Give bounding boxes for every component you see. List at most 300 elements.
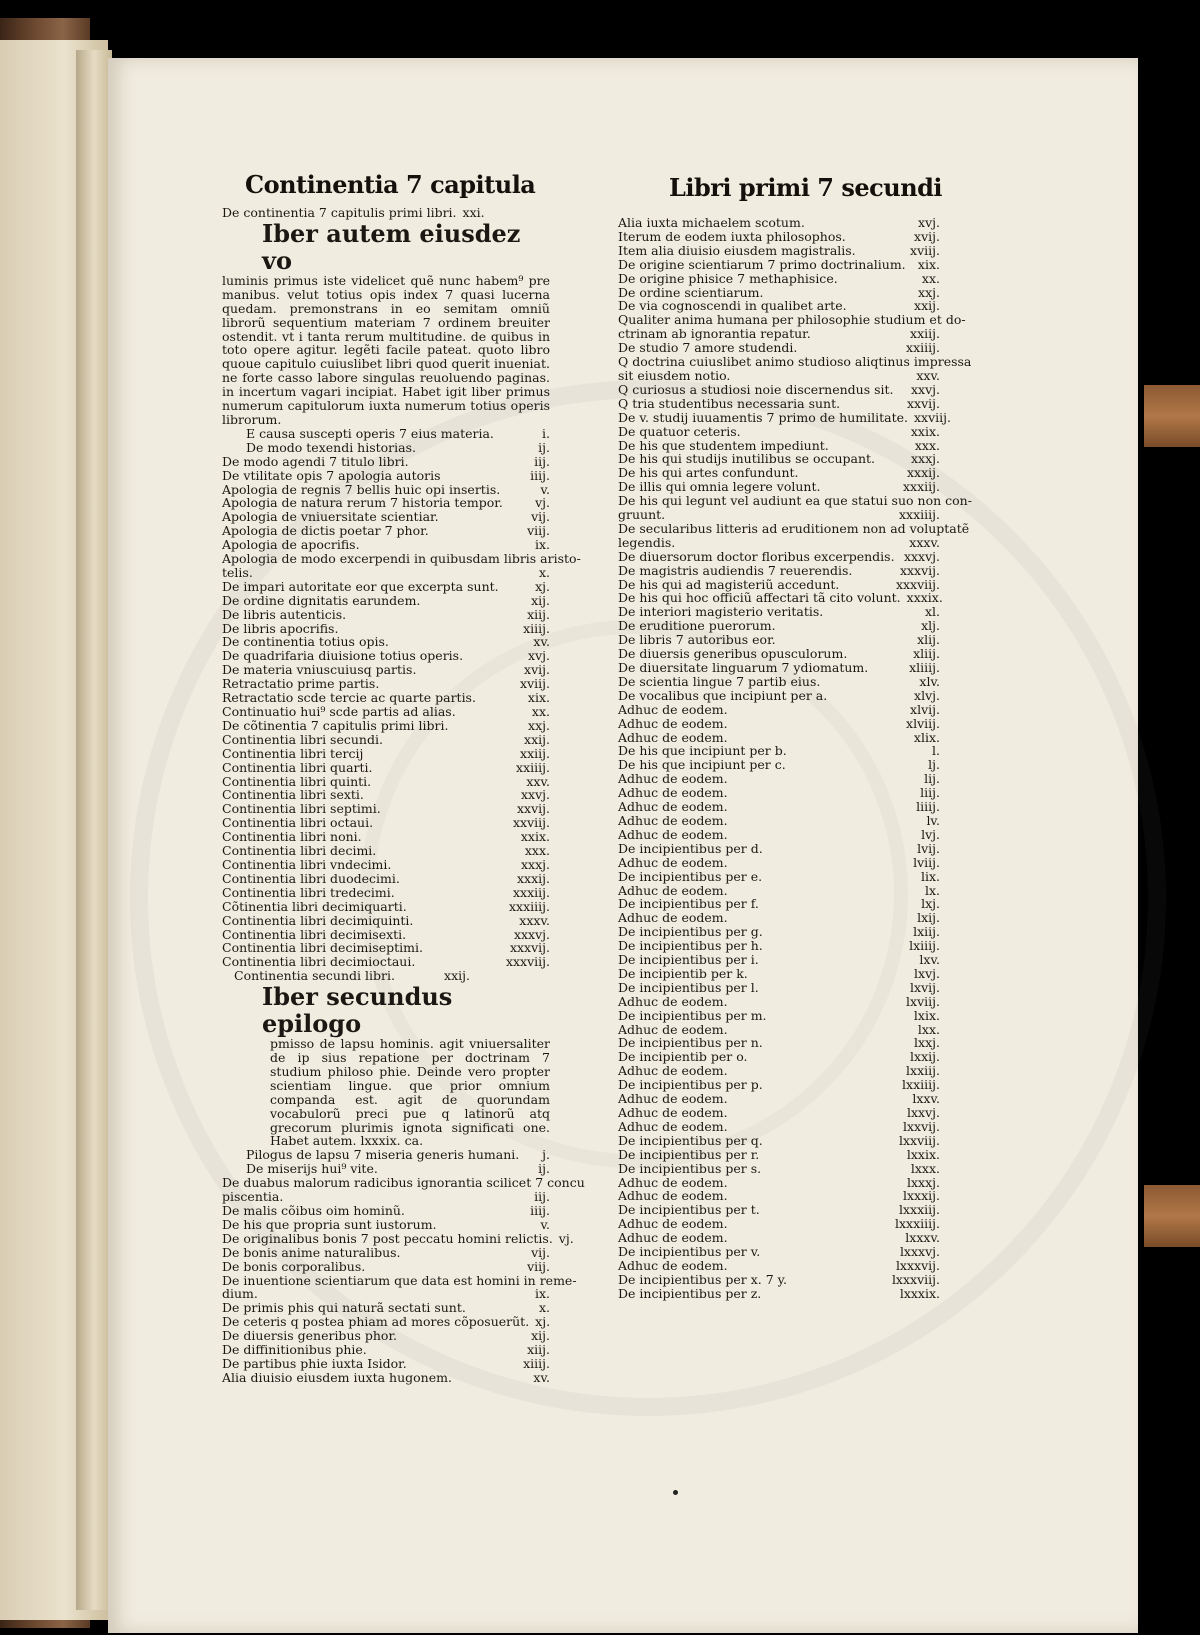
toc-entry-number: lxxxj. [907,1174,940,1190]
toc-entry [222,802,550,816]
toc-entry [618,258,940,272]
toc-entry-title: De modo texendi historias. [246,439,416,455]
toc-entry-title: Item alia diuisio eiusdem magistralis. [618,242,856,258]
toc-entry-title: piscentia. [222,1189,284,1205]
toc-entry-number: iiij. [530,1203,550,1218]
toc-entry [618,1189,940,1203]
toc-entry-title: Apologia de dictis poetar 7 phor. [222,523,429,539]
toc-entry-title: Continentia libri sexti. [222,787,364,803]
toc-entry-number: xxix. [910,423,940,439]
toc-entry-number: lxj. [921,896,940,912]
toc-entry [618,1120,940,1134]
toc-entry-number: xxj. [918,284,940,300]
toc-entry-number: xl. [924,604,940,620]
toc-entry [222,1329,550,1343]
toc-entry [222,788,550,802]
toc-entry [222,1190,550,1204]
toc-entry-number: xiiij. [523,1355,550,1371]
toc-entry-number: vij. [531,509,550,525]
toc-entry-title: Continentia libri decimioctaui. [222,954,416,970]
toc-entry [618,675,940,689]
toc-entry-number: vij. [531,1244,550,1260]
toc-entry-title: De his que propria sunt iustorum. [222,1216,437,1232]
toc-entry-title: Continentia libri decimiquinti. [222,912,414,928]
toc-entry-title: Cõtinentia libri decimiquarti. [222,898,407,914]
toc-entry-title: sit eiusdem notio. [618,367,731,383]
toc-entry-number: xiij. [527,606,550,622]
toc-entry-title: Alia iuxta michaelem scotum. [618,215,805,230]
liber-secundus-heading: Iber secundus epilogo [262,982,453,1039]
toc-entry-number: xlvij. [910,701,940,717]
toc-entry-title: De origine scientiarum 7 primo doctrinalium. [618,256,906,272]
toc-entry-title: De bonis corporalibus. [222,1258,366,1274]
toc-entry-number: lxxxij. [903,1188,940,1204]
toc-entry-title: Adhuc de eodem. [618,812,728,828]
toc-entry [222,441,550,455]
toc-entry-title: De incipientibus per v. [618,1244,761,1260]
toc-entry-title: Continentia libri decimi. [222,843,377,859]
toc-entry-title: Apologia de apocrifis. [222,537,360,553]
toc-entry-number: lx. [924,882,940,898]
toc-entry [222,691,550,705]
toc-entry-number: xxvij. [516,801,550,817]
toc-entry-number: xxvij. [906,395,940,411]
toc-entry [618,884,940,898]
toc-entry-title: De his qui legunt vel audiunt ea que statui suo non con- [618,493,972,509]
page-gutter [76,50,112,1610]
toc-entry-number: xlj. [921,618,940,634]
toc-entry-title: De ceteris q postea phiam ad mores cõposuerũt. [222,1314,530,1330]
toc-entry-title: De incipientib per k. [618,965,748,981]
toc-entry [222,510,550,524]
toc-entry-title: Adhuc de eodem. [618,1257,728,1273]
toc-entry-title: De incipientibus per s. [618,1160,762,1176]
toc-entry-title: De quatuor ceteris. [618,423,741,439]
toc-entry [222,1287,550,1301]
left-column [222,205,585,1385]
toc-entry-number: xiij. [527,1342,550,1358]
liber-secundus-chapters-cont [618,215,972,1301]
toc-entry-title: De incipientibus per h. [618,938,763,954]
toc-entry-number: lv. [926,812,940,828]
toc-entry-title: De partibus phie iuxta Isidor. [222,1355,407,1371]
toc-entry-number: xxiiij. [516,759,550,775]
toc-entry-title: De incipientibus per r. [618,1146,760,1162]
toc-entry-number: xxij. [524,731,550,747]
toc-entry [618,981,940,995]
toc-entry [618,409,951,425]
toc-entry [222,1175,585,1191]
toc-entry-number: xxx. [524,843,550,859]
toc-entry [618,354,972,370]
toc-entry-title: Continentia libri secundi. [222,731,383,747]
toc-entry-number: xxxv. [519,912,550,928]
toc-entry-title: De origine phisice 7 methaphisice. [618,270,838,286]
toc-entry-title: De vocalibus que incipiunt per a. [618,687,828,703]
toc-entry [222,580,550,594]
toc-entry-number: xxxviij. [505,954,550,970]
toc-entry-title: telis. [222,564,253,580]
toc-entry [618,800,940,814]
toc-entry-title: Adhuc de eodem. [618,1063,728,1079]
toc-entry [222,483,550,497]
toc-entry-title: De bonis anime naturalibus. [222,1244,401,1260]
toc-entry-number: lxxxv. [905,1230,940,1246]
toc-entry [618,744,940,758]
toc-entry-number: xxvj. [520,787,550,803]
toc-entry [618,564,940,578]
toc-entry-title: De modo agendi 7 titulo libri. [222,453,409,469]
toc-entry-number: lvj. [921,826,940,842]
toc-entry-title: De incipientibus per d. [618,840,763,856]
toc-entry-title: De studio 7 amore studendi. [618,340,798,356]
toc-entry [618,312,966,328]
toc-entry-title: De incipientibus per i. [618,952,759,968]
toc-entry-title: Adhuc de eodem. [618,785,728,801]
toc-entry-number: lj. [928,757,940,773]
toc-entry [618,828,940,842]
toc-entry-title: Adhuc de eodem. [618,1118,728,1134]
toc-entry-number: vj. [535,495,550,511]
toc-entry-number: lij. [924,771,940,787]
toc-entry [618,1245,940,1259]
toc-entry [618,578,940,592]
toc-entry [618,897,940,911]
toc-entry-title: De diuersorum doctor floribus excerpendis. [618,548,895,564]
toc-entry-title: De diuersis generibus phor. [222,1328,398,1344]
toc-entry-number: xxxvj. [513,926,550,942]
toc-entry-number: xxv. [526,773,550,789]
toc-entry-number: lxxix. [906,1146,940,1162]
toc-entry-title: De incipientibus per q. [618,1132,763,1148]
toc-entry-title: De interiori magisterio veritatis. [618,604,824,620]
toc-entry-title: Adhuc de eodem. [618,910,728,926]
toc-entry-number: xxxj. [521,856,550,872]
toc-entry-title: De incipientibus per z. [618,1285,762,1301]
toc-entry [618,717,940,731]
toc-entry-number: vj. [558,1230,574,1246]
toc-entry [222,886,550,900]
toc-entry-number: lxxxviij. [891,1271,940,1287]
toc-entry [618,383,940,397]
toc-entry-title: Continentia libri decimisexti. [222,926,407,942]
toc-entry-number [585,1176,591,1190]
toc-entry [618,397,940,411]
toc-entry [222,928,550,942]
toc-entry [618,1148,940,1162]
toc-entry-title: Adhuc de eodem. [618,993,728,1009]
liber-primus-intro: luminis primus iste videlicet quẽ nunc habem⁹ pre manibus. velut totius opis index 7 quasi lucerna quedam. premonstrans in eo semitam omniũ librorũ sequentium materiam 7 ordinem breuiter ostendit. vt i tanta rerum multitudine. de quibus in toto opere agitur. legẽti facile pateat. quoto libro quoue capitulo cuiuslibet libri quod querit inueniat. ne forte casso labore singulas reuoluendo paginas. in incertum vagari incipiat. Habet igit liber primus numerum capitulorum iuxta numerum totius operis librorum. [222,272,550,427]
toc-entry-title: Continentia libri quinti. [222,773,372,789]
toc-entry-title: De his que incipiunt per b. [618,743,787,759]
toc-entry-number: lxxiij. [906,1063,940,1079]
toc-entry-number: xv. [533,1369,550,1385]
toc-entry [618,814,940,828]
toc-entry [618,661,940,675]
toc-entry [222,566,550,580]
toc-entry-number: iij. [534,1189,550,1205]
toc-entry-number: xlvj. [914,687,940,703]
toc-entry-number: xix. [527,690,550,706]
toc-entry [222,830,550,844]
toc-entry-number: xxxj. [911,451,940,467]
toc-entry-title: dium. [222,1286,258,1302]
toc-entry-number: xxxiiij. [509,898,550,914]
toc-entry [618,1203,940,1217]
toc-entry-number: x. [538,564,550,580]
toc-entry-title: Retractatio prime partis. [222,676,380,692]
toc-entry-title: De incipientibus per m. [618,1007,767,1023]
toc-entry-title: De v. studij iuuamentis 7 primo de humilitate. [618,409,908,425]
liber-primus-chapters [222,425,581,970]
toc-entry-number: v. [540,1216,550,1232]
toc-entry-title: Adhuc de eodem. [618,826,728,842]
toc-entry [222,941,550,955]
toc-entry-number: lxxxiij. [899,1202,940,1218]
toc-entry [222,775,550,789]
toc-entry [222,1204,550,1218]
toc-entry-number: xxvj. [910,381,940,397]
toc-entry-title: Continentia libri quarti. [222,759,373,775]
toc-entry [618,995,940,1009]
toc-entry [222,747,550,761]
toc-entry-number: ij. [538,439,550,455]
toc-entry-title: De diuersitate linguarum 7 ydiomatum. [618,660,869,675]
toc-entry-title: De his qui studijs inutilibus se occupant. [618,451,876,467]
toc-entry [222,1301,550,1315]
toc-entry-number: iiij. [530,467,550,483]
toc-entry-number: xij. [531,1328,550,1344]
toc-entry [222,816,550,830]
toc-entry-title: De incipientibus per l. [618,979,759,995]
toc-entry-title: De magistris audiendis 7 reuerendis. [618,562,853,578]
toc-entry-number: l. [932,743,940,759]
toc-entry-title: De incipientibus per n. [618,1035,763,1051]
toc-entry-number: xvij. [914,228,940,244]
toc-entry-number: xvj. [918,215,940,230]
toc-entry [618,1231,940,1245]
toc-entry-number: xxxiij. [513,884,550,900]
toc-entry-number: lxx. [917,1021,940,1037]
toc-entry-number: viij. [527,1258,550,1274]
toc-entry-title: Apologia de vniuersitate scientiar. [222,509,439,525]
toc-entry-number: iij. [534,453,550,469]
toc-entry-number: xxiij. [910,326,940,342]
toc-entry [618,1009,940,1023]
toc-entry-title: De libris autenticis. [222,606,347,622]
toc-entry-number [969,522,975,536]
toc-entry-title: De illis qui omnia legere volunt. [618,479,821,495]
toc-entry [618,647,940,661]
toc-entry [222,649,550,663]
toc-entry-number: lxxxix. [899,1285,940,1301]
toc-entry-number: xij. [531,592,550,608]
toc-entry-number: ix. [534,537,550,553]
toc-entry-number: lxviij. [906,993,940,1009]
toc-entry-title: De continentia totius opis. [222,634,389,650]
toc-entry-title: Continentia libri decimiseptimi. [222,940,423,956]
toc-entry-number [966,313,972,327]
toc-entry [618,605,940,619]
toc-entry [618,619,940,633]
toc-entry [618,550,940,564]
toc-entry [222,677,550,691]
toc-entry [618,536,940,550]
toc-entry-number: xxiiij. [906,340,940,356]
toc-entry-title: Continentia libri septimi. [222,801,381,817]
toc-entry-title: De malis cõibus oim hominũ. [222,1203,405,1218]
toc-entry-number: xlviij. [906,715,940,731]
toc-entry-number: xj. [535,578,550,594]
toc-entry [222,608,550,622]
toc-entry [618,1273,940,1287]
toc-entry-title: De vtilitate opis 7 apologia autoris [222,467,441,483]
toc-entry-title: De via cognoscendi in qualibet arte. [618,298,847,314]
toc-entry-number: liiij. [916,799,940,815]
toc-entry-number: x. [538,1300,550,1316]
toc-entry-title: De materia vniuscuiusq partis. [222,662,417,678]
toc-entry [618,452,940,466]
toc-entry-title: De quadrifaria diuisione totius operis. [222,648,464,664]
toc-entry-number: lxxxvj. [899,1244,940,1260]
toc-entry [222,538,550,552]
toc-entry-number: xlij. [917,632,940,648]
toc-entry [618,480,940,494]
toc-entry-number: lvij. [917,840,940,856]
toc-entry-number: xxxij. [907,465,940,481]
toc-entry [618,1259,940,1273]
toc-entry [618,299,940,313]
toc-entry-title: Adhuc de eodem. [618,1230,728,1246]
toc-entry-title: Apologia de natura rerum 7 historia tempor. [222,495,503,511]
toc-entry-title: Alia diuisio eiusdem iuxta hugonem. [222,1369,452,1385]
toc-entry-title: Continentia libri vndecimi. [222,856,392,872]
toc-entry-number: xvj. [528,648,550,664]
toc-entry [222,1371,550,1385]
toc-entry [222,469,550,483]
toc-entry-title: De duabus malorum radicibus ignorantia scilicet 7 concu [222,1175,585,1191]
toc-entry [222,858,550,872]
toc-entry [222,733,550,747]
toc-entry-number: lxxvij. [902,1118,940,1134]
toc-entry [618,230,940,244]
toc-entry [618,439,940,453]
toc-entry-number: xliiij. [909,660,940,675]
toc-entry-title: Continuatio hui⁹ scde partis ad alias. [222,704,456,719]
toc-entry-title: ctrinam ab ignorantia repatur. [618,326,811,342]
toc-entry-number: xix. [917,256,940,272]
toc-entry [618,1106,940,1120]
toc-entry-title: De cõtinentia 7 capitulis primi libri. [222,717,449,733]
toc-entry-title: Iterum de eodem iuxta philosophos. [618,228,846,244]
toc-entry-title: Adhuc de eodem. [618,701,728,717]
toc-entry-title: Adhuc de eodem. [618,1216,728,1232]
toc-entry-number: xxxix. [906,590,943,606]
toc-entry-title: E causa suscepti operis 7 eius materia. [246,425,494,441]
toc-entry-title: Qualiter anima humana per philosophie studium et do- [618,312,966,328]
toc-entry-number: xviij. [910,242,940,258]
toc-entry-title: Q doctrina cuiuslibet animo studioso aliqtinus impressa [618,354,972,370]
toc-entry-number: xx. [921,270,940,286]
toc-entry-number: xxviij. [512,815,550,831]
toc-entry [222,427,550,441]
toc-entry [222,1315,550,1329]
toc-entry-number: xx. [531,704,550,719]
leather-strap-top [1144,385,1200,447]
toc-entry-number [577,1274,583,1288]
toc-entry-number: xiiij. [523,620,550,636]
toc-entry [222,1218,550,1232]
toc-entry-title: gruunt. [618,507,666,523]
toc-entry [618,1050,940,1064]
toc-entry-title: Continentia libri tercij [222,745,364,761]
toc-entry-number: xxix. [520,829,550,845]
toc-entry-number: xxxvj. [903,548,940,564]
toc-entry [222,1357,550,1371]
toc-entry [222,1230,574,1246]
toc-entry-number: viij. [527,523,550,539]
toc-entry [618,911,940,925]
toc-entry-title: Adhuc de eodem. [618,715,728,731]
toc-entry [618,633,940,647]
toc-entry-number: v. [540,481,550,497]
toc-entry-title: De incipientib per o. [618,1049,748,1065]
toc-entry-number: lix. [920,868,940,884]
toc-entry-title: De secularibus litteris ad eruditionem non ad voluptatẽ [618,520,970,536]
toc-entry-number: xxxvij. [899,562,940,578]
toc-entry [618,842,940,856]
toc-entry-number: ij. [538,1161,550,1177]
toc-entry [618,731,940,745]
toc-entry-title: De miserijs hui⁹ vite. [246,1161,378,1177]
toc-entry-title: De incipientibus per p. [618,1077,763,1093]
toc-entry [618,369,940,383]
toc-entry [618,466,940,480]
toc-entry-number: lxxxvij. [895,1257,940,1273]
toc-entry [222,496,550,510]
toc-entry-title: Adhuc de eodem. [618,1091,728,1107]
toc-entry [222,663,550,677]
toc-entry-number: lxxiiij. [902,1077,940,1093]
toc-entry-number: xxx. [914,437,940,453]
liber-primus-heading: Iber autem eiusdez vo [262,218,521,275]
toc-entry-title: De incipientibus per x. 7 y. [618,1271,787,1287]
toc-entry-title: De libris 7 autoribus eor. [618,632,776,648]
toc-entry: Continentia secundi libri. xxij. [234,968,470,984]
toc-entry [618,703,940,717]
toc-entry [618,520,970,536]
toc-entry-title: Q tria studentibus necessaria sunt. [618,395,841,411]
toc-entry-number: lxxij. [910,1049,940,1065]
toc-entry-title: De scientia lingue 7 partib eius. [618,673,821,689]
toc-entry [222,955,550,969]
toc-entry-number: j. [542,1147,550,1163]
toc-entry-number: xxv. [916,367,940,383]
toc-entry [618,758,940,772]
toc-entry [222,524,550,538]
signature-mark [673,1490,678,1495]
toc-entry [222,761,550,775]
toc-entry [222,705,550,719]
toc-entry [618,856,940,870]
toc-entry-number: lxv. [919,952,940,968]
toc-entry [222,622,550,636]
running-header-left: Continentia 7 capitula [245,170,536,199]
liber-secundus-intro: pmisso de lapsu hominis. agit vniuersaliter de ip sius repatione per doctrinam 7 studium philoso phie. Deinde vero propter scientiam lingue. que prior omnium companda est. agit de quorundam vocabulorũ preci pue q latinorũ atq grecorum plurimis ignota significati one. Habet autem. lxxxix. ca. [270,1036,550,1149]
toc-entry [618,216,940,230]
running-header-right: Libri primi 7 secundi [669,173,943,202]
toc-entry [618,689,940,703]
